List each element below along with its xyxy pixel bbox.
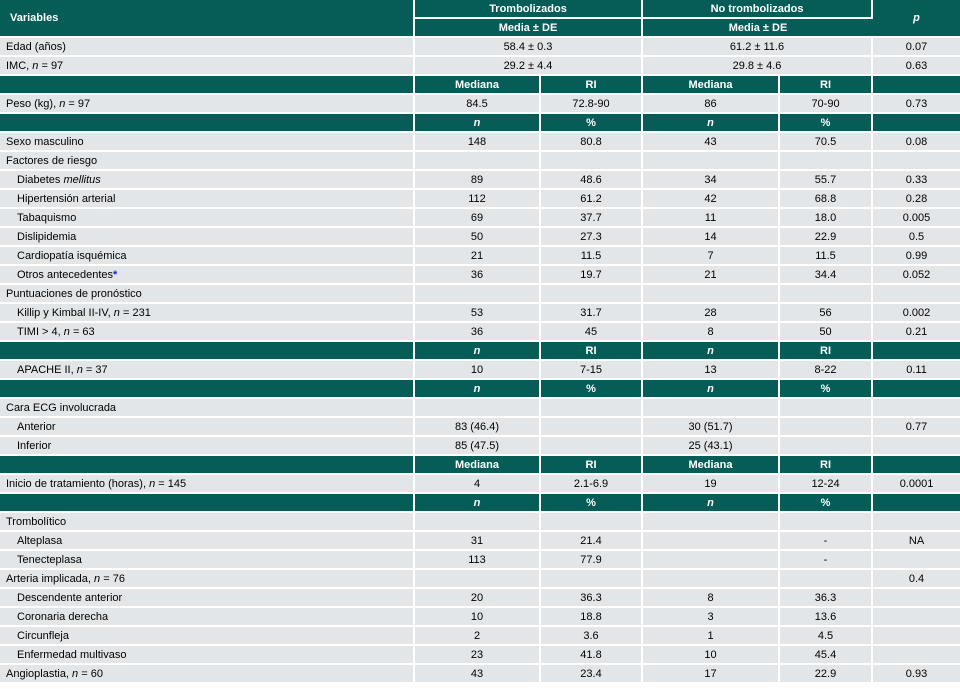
stat-col-4-cell: 56 xyxy=(780,304,873,323)
subheader-stat-col-2: RI xyxy=(541,76,643,95)
mean-value-cell-1: 58.4 ± 0.3 xyxy=(415,38,643,57)
stat-col-1-cell: 20 xyxy=(415,589,541,608)
stat-subheader-row xyxy=(0,114,960,133)
stat-col-4-cell xyxy=(780,285,873,304)
row-label: Killip y Kimbal II-IV, xyxy=(17,306,114,319)
stat-col-2-cell xyxy=(541,418,643,437)
stat-col-1-cell: 4 xyxy=(415,475,541,494)
table-row xyxy=(0,304,960,323)
row-label-suffix: = 97 xyxy=(65,97,91,110)
subheader-stat-col-4: % xyxy=(780,114,873,133)
variable-label-cell xyxy=(0,627,415,646)
stat-col-4-cell: 34.4 xyxy=(780,266,873,285)
stat-col-2-cell: 21.4 xyxy=(541,532,643,551)
stat-col-3-cell: 30 (51.7) xyxy=(643,418,780,437)
subheader-stat-col-4: RI xyxy=(780,456,873,475)
variable-label-cell xyxy=(0,190,415,209)
table-row xyxy=(0,665,960,684)
subheader-p-spacer-cell xyxy=(873,76,960,95)
table-body xyxy=(0,38,960,684)
variable-label-cell xyxy=(0,418,415,437)
p-value-cell xyxy=(873,608,960,627)
variable-label-cell xyxy=(0,209,415,228)
row-label-suffix: = 145 xyxy=(155,477,187,490)
stat-col-1-cell: 112 xyxy=(415,190,541,209)
subheader-spacer-cell xyxy=(0,456,415,475)
variable-label-cell xyxy=(0,399,415,418)
subheader-p-spacer-cell xyxy=(873,456,960,475)
mean-value-cell-1: 29.2 ± 4.4 xyxy=(415,57,643,76)
stat-col-2-cell: 61.2 xyxy=(541,190,643,209)
column-group-trombolizados: Trombolizados xyxy=(415,0,643,19)
column-header-p-value: p xyxy=(873,0,960,38)
row-label: APACHE II, xyxy=(17,363,77,376)
stat-subheader-row xyxy=(0,456,960,475)
subheader-media-de-no-trombolizados: Media ± DE xyxy=(643,19,873,38)
stat-col-2-cell: 77.9 xyxy=(541,551,643,570)
stat-subheader-row xyxy=(0,494,960,513)
stat-col-3-cell xyxy=(643,152,780,171)
stat-col-4-cell: 45.4 xyxy=(780,646,873,665)
table-row xyxy=(0,437,960,456)
p-value-cell: 0.0001 xyxy=(873,475,960,494)
stat-col-3-cell: 13 xyxy=(643,361,780,380)
variable-label-cell xyxy=(0,171,415,190)
stat-col-1-cell: 23 xyxy=(415,646,541,665)
p-value-cell: 0.11 xyxy=(873,361,960,380)
p-value-cell xyxy=(873,589,960,608)
variable-label-cell xyxy=(0,133,415,152)
table-row xyxy=(0,608,960,627)
stat-col-3-cell: 10 xyxy=(643,646,780,665)
stat-col-2-cell: 11.5 xyxy=(541,247,643,266)
stat-col-3-cell: 8 xyxy=(643,589,780,608)
table-row xyxy=(0,266,960,285)
subheader-spacer-cell xyxy=(0,342,415,361)
stat-col-4-cell: 4.5 xyxy=(780,627,873,646)
variable-label-cell xyxy=(0,589,415,608)
p-value-cell xyxy=(873,513,960,532)
stat-col-1-cell: 21 xyxy=(415,247,541,266)
stat-col-1-cell: 53 xyxy=(415,304,541,323)
stat-col-2-cell: 2.1-6.9 xyxy=(541,475,643,494)
subheader-p-spacer-cell xyxy=(873,380,960,399)
stat-col-3-cell: 34 xyxy=(643,171,780,190)
variable-label-cell xyxy=(0,266,415,285)
p-value-cell xyxy=(873,285,960,304)
variable-label-cell xyxy=(0,475,415,494)
p-value-cell: 0.002 xyxy=(873,304,960,323)
p-value-cell: 0.4 xyxy=(873,570,960,589)
table-row xyxy=(0,475,960,494)
row-label: Tenecteplasa xyxy=(17,553,82,566)
stat-col-2-cell: 18.8 xyxy=(541,608,643,627)
stat-col-2-cell xyxy=(541,285,643,304)
table-row xyxy=(0,209,960,228)
stat-col-4-cell: - xyxy=(780,551,873,570)
stat-col-1-cell: 113 xyxy=(415,551,541,570)
stat-col-1-cell xyxy=(415,399,541,418)
stat-col-3-cell xyxy=(643,399,780,418)
stat-col-1-cell: 2 xyxy=(415,627,541,646)
row-label: IMC, xyxy=(6,59,33,72)
stat-col-1-cell xyxy=(415,285,541,304)
stat-col-2-cell xyxy=(541,570,643,589)
stat-col-3-cell: 28 xyxy=(643,304,780,323)
row-label-suffix: = 231 xyxy=(119,306,151,319)
variable-label-cell xyxy=(0,437,415,456)
table-row xyxy=(0,133,960,152)
column-group-no-trombolizados: No trombolizados xyxy=(643,0,873,19)
stat-col-3-cell xyxy=(643,532,780,551)
stat-col-1-cell xyxy=(415,513,541,532)
stat-col-3-cell: 25 (43.1) xyxy=(643,437,780,456)
stat-col-3-cell: 43 xyxy=(643,133,780,152)
p-value-cell: 0.28 xyxy=(873,190,960,209)
row-label: Coronaria derecha xyxy=(17,610,109,623)
stat-col-1-cell: 36 xyxy=(415,323,541,342)
subheader-stat-col-2: % xyxy=(541,380,643,399)
row-label-italic: n xyxy=(72,667,79,680)
stat-col-1-cell: 10 xyxy=(415,608,541,627)
row-label: Trombolítico xyxy=(6,515,67,528)
subheader-stat-col-3: Mediana xyxy=(643,76,780,95)
subheader-stat-col-4: % xyxy=(780,494,873,513)
stat-col-2-cell: 37.7 xyxy=(541,209,643,228)
row-label: Factores de riesgo xyxy=(6,154,98,167)
subheader-p-spacer-cell xyxy=(873,114,960,133)
stat-col-1-cell: 31 xyxy=(415,532,541,551)
table-row xyxy=(0,57,960,76)
variable-label-cell xyxy=(0,57,415,76)
table-row xyxy=(0,570,960,589)
subheader-stat-col-1: n xyxy=(415,494,541,513)
p-value-cell: 0.005 xyxy=(873,209,960,228)
table-row xyxy=(0,152,960,171)
row-label-italic: n xyxy=(76,363,83,376)
p-value-cell xyxy=(873,646,960,665)
stat-col-3-cell: 1 xyxy=(643,627,780,646)
subheader-stat-col-1: n xyxy=(415,342,541,361)
row-label: Circunfleja xyxy=(17,629,69,642)
variable-label-cell xyxy=(0,323,415,342)
p-value-cell: NA xyxy=(873,532,960,551)
subheader-stat-col-1: n xyxy=(415,114,541,133)
variable-label-cell xyxy=(0,228,415,247)
row-label: Peso (kg), xyxy=(6,97,60,110)
stat-col-2-cell xyxy=(541,437,643,456)
stat-subheader-row xyxy=(0,380,960,399)
stat-col-3-cell: 19 xyxy=(643,475,780,494)
p-value-cell xyxy=(873,551,960,570)
stat-col-1-cell: 83 (46.4) xyxy=(415,418,541,437)
stat-col-4-cell: 12-24 xyxy=(780,475,873,494)
variable-label-cell xyxy=(0,570,415,589)
subheader-stat-col-4: RI xyxy=(780,76,873,95)
row-label-suffix: = 76 xyxy=(100,572,125,585)
table-row xyxy=(0,551,960,570)
stat-col-4-cell xyxy=(780,152,873,171)
stat-col-1-cell: 85 (47.5) xyxy=(415,437,541,456)
stat-col-4-cell xyxy=(780,437,873,456)
table-row xyxy=(0,171,960,190)
p-value-cell xyxy=(873,399,960,418)
mean-value-cell-2: 29.8 ± 4.6 xyxy=(643,57,873,76)
row-label: Tabaquismo xyxy=(17,211,77,224)
row-label-suffix: = 63 xyxy=(69,325,95,338)
table-row xyxy=(0,247,960,266)
stat-col-2-cell: 41.8 xyxy=(541,646,643,665)
row-label: TIMI > 4, xyxy=(17,325,64,338)
variable-label-cell xyxy=(0,646,415,665)
table-row xyxy=(0,361,960,380)
variable-label-cell xyxy=(0,285,415,304)
variable-label-cell xyxy=(0,95,415,114)
stat-col-3-cell: 17 xyxy=(643,665,780,684)
stat-col-2-cell xyxy=(541,513,643,532)
stat-col-4-cell xyxy=(780,418,873,437)
stat-col-4-cell xyxy=(780,570,873,589)
table-row xyxy=(0,646,960,665)
row-label: Enfermedad multivaso xyxy=(17,648,127,661)
stat-col-2-cell: 72.8-90 xyxy=(541,95,643,114)
stat-col-1-cell: 50 xyxy=(415,228,541,247)
stat-col-2-cell: 80.8 xyxy=(541,133,643,152)
p-value-cell: 0.93 xyxy=(873,665,960,684)
subheader-media-de-trombolizados: Media ± DE xyxy=(415,19,643,38)
table-header xyxy=(0,0,960,38)
stat-col-4-cell: 68.8 xyxy=(780,190,873,209)
stat-col-4-cell: 11.5 xyxy=(780,247,873,266)
row-label: Descendente anterior xyxy=(17,591,123,604)
row-label-suffix: = 60 xyxy=(78,667,103,680)
p-value-cell: 0.73 xyxy=(873,95,960,114)
p-value-cell xyxy=(873,627,960,646)
p-value-cell: 0.99 xyxy=(873,247,960,266)
stat-col-4-cell: 22.9 xyxy=(780,665,873,684)
stat-col-3-cell xyxy=(643,551,780,570)
stat-col-4-cell xyxy=(780,513,873,532)
row-label: Arteria implicada, xyxy=(6,572,95,585)
variable-label-cell xyxy=(0,551,415,570)
stat-col-2-cell: 23.4 xyxy=(541,665,643,684)
row-label: Cardiopatía isquémica xyxy=(17,249,127,262)
stat-col-4-cell: 50 xyxy=(780,323,873,342)
row-label: Alteplasa xyxy=(17,534,63,547)
stat-col-3-cell: 14 xyxy=(643,228,780,247)
variable-label-cell xyxy=(0,532,415,551)
stat-col-4-cell: 18.0 xyxy=(780,209,873,228)
row-label: Otros antecedentes xyxy=(17,268,114,281)
stat-col-1-cell: 89 xyxy=(415,171,541,190)
row-label-italic: mellitus xyxy=(63,173,101,186)
stat-col-4-cell xyxy=(780,399,873,418)
stat-col-4-cell: 8-22 xyxy=(780,361,873,380)
subheader-stat-col-3: n xyxy=(643,380,780,399)
row-label-italic: n xyxy=(59,97,66,110)
p-value-cell: 0.07 xyxy=(873,38,960,57)
row-label: Puntuaciones de pronóstico xyxy=(6,287,142,300)
table-row xyxy=(0,418,960,437)
variable-label-cell xyxy=(0,304,415,323)
row-label: Sexo masculino xyxy=(6,135,84,148)
variable-label-cell xyxy=(0,152,415,171)
table-row xyxy=(0,38,960,57)
table-row xyxy=(0,228,960,247)
mean-value-cell-2: 61.2 ± 11.6 xyxy=(643,38,873,57)
stat-col-4-cell: 70-90 xyxy=(780,95,873,114)
row-label-italic: n xyxy=(94,572,101,585)
row-label: Angioplastia, xyxy=(6,667,73,680)
p-value-cell xyxy=(873,437,960,456)
subheader-spacer-cell xyxy=(0,494,415,513)
stat-col-2-cell: 3.6 xyxy=(541,627,643,646)
variable-label-cell xyxy=(0,247,415,266)
row-label-italic: n xyxy=(63,325,70,338)
stat-col-4-cell: 36.3 xyxy=(780,589,873,608)
subheader-stat-col-1: Mediana xyxy=(415,76,541,95)
stat-col-2-cell: 36.3 xyxy=(541,589,643,608)
row-label: Cara ECG involucrada xyxy=(6,401,117,414)
p-value-cell: 0.63 xyxy=(873,57,960,76)
stat-col-4-cell: 55.7 xyxy=(780,171,873,190)
subheader-stat-col-3: n xyxy=(643,342,780,361)
stat-col-1-cell: 43 xyxy=(415,665,541,684)
subheader-stat-col-2: RI xyxy=(541,456,643,475)
subheader-stat-col-3: Mediana xyxy=(643,456,780,475)
stat-col-1-cell: 10 xyxy=(415,361,541,380)
stat-subheader-row xyxy=(0,76,960,95)
stat-col-2-cell: 19.7 xyxy=(541,266,643,285)
stat-col-2-cell xyxy=(541,399,643,418)
row-label: Hipertensión arterial xyxy=(17,192,116,205)
stat-col-2-cell: 45 xyxy=(541,323,643,342)
stat-col-3-cell: 8 xyxy=(643,323,780,342)
table-row xyxy=(0,399,960,418)
row-label-italic: n xyxy=(32,59,39,72)
subheader-stat-col-2: % xyxy=(541,114,643,133)
stat-col-2-cell: 27.3 xyxy=(541,228,643,247)
stat-col-3-cell: 11 xyxy=(643,209,780,228)
subheader-p-spacer-cell xyxy=(873,494,960,513)
stat-col-3-cell xyxy=(643,285,780,304)
subheader-spacer-cell xyxy=(0,114,415,133)
table-row xyxy=(0,532,960,551)
subheader-stat-col-1: Mediana xyxy=(415,456,541,475)
stat-col-2-cell: 7-15 xyxy=(541,361,643,380)
p-value-cell: 0.77 xyxy=(873,418,960,437)
subheader-spacer-cell xyxy=(0,380,415,399)
stat-col-3-cell: 21 xyxy=(643,266,780,285)
table-row xyxy=(0,627,960,646)
column-header-variables: Variables xyxy=(0,0,415,38)
p-value-cell: 0.21 xyxy=(873,323,960,342)
stat-col-1-cell: 36 xyxy=(415,266,541,285)
stat-col-4-cell: - xyxy=(780,532,873,551)
variable-label-cell xyxy=(0,38,415,57)
subheader-spacer-cell xyxy=(0,76,415,95)
variable-label-cell xyxy=(0,361,415,380)
table-row xyxy=(0,285,960,304)
row-label-suffix: = 97 xyxy=(38,59,64,72)
subheader-stat-col-3: n xyxy=(643,494,780,513)
subheader-stat-col-2: % xyxy=(541,494,643,513)
table-row xyxy=(0,190,960,209)
p-value-cell: 0.08 xyxy=(873,133,960,152)
p-value-cell xyxy=(873,152,960,171)
row-label: Dislipidemia xyxy=(17,230,77,243)
stat-col-1-cell: 148 xyxy=(415,133,541,152)
row-label: Anterior xyxy=(17,420,56,433)
stat-col-3-cell xyxy=(643,570,780,589)
table-header-row-groups xyxy=(0,0,960,19)
row-label-suffix: = 37 xyxy=(82,363,108,376)
subheader-stat-col-3: n xyxy=(643,114,780,133)
stat-subheader-row xyxy=(0,342,960,361)
row-label: Inicio de tratamiento (horas), xyxy=(6,477,150,490)
subheader-stat-col-2: RI xyxy=(541,342,643,361)
stat-col-4-cell: 22.9 xyxy=(780,228,873,247)
row-label-italic: n xyxy=(113,306,120,319)
row-label: Diabetes xyxy=(17,173,64,186)
table-row xyxy=(0,589,960,608)
subheader-stat-col-4: RI xyxy=(780,342,873,361)
stat-col-3-cell: 86 xyxy=(643,95,780,114)
stat-col-1-cell xyxy=(415,152,541,171)
stat-col-2-cell xyxy=(541,152,643,171)
subheader-stat-col-1: n xyxy=(415,380,541,399)
p-value-cell: 0.052 xyxy=(873,266,960,285)
row-label: Inferior xyxy=(17,439,52,452)
stat-col-3-cell: 42 xyxy=(643,190,780,209)
stat-col-2-cell: 31.7 xyxy=(541,304,643,323)
stat-col-3-cell: 7 xyxy=(643,247,780,266)
p-value-cell: 0.33 xyxy=(873,171,960,190)
row-label-italic: n xyxy=(149,477,156,490)
footnote-asterisk-link[interactable]: * xyxy=(113,268,118,281)
subheader-p-spacer-cell xyxy=(873,342,960,361)
stat-col-3-cell xyxy=(643,513,780,532)
stat-col-1-cell xyxy=(415,570,541,589)
table-row xyxy=(0,513,960,532)
stat-col-1-cell: 84.5 xyxy=(415,95,541,114)
variable-label-cell xyxy=(0,665,415,684)
stat-col-4-cell: 70.5 xyxy=(780,133,873,152)
stat-col-2-cell: 48.6 xyxy=(541,171,643,190)
variable-label-cell xyxy=(0,608,415,627)
p-value-cell: 0.5 xyxy=(873,228,960,247)
subheader-stat-col-4: % xyxy=(780,380,873,399)
row-label: Edad (años) xyxy=(6,40,66,53)
stat-col-3-cell: 3 xyxy=(643,608,780,627)
stat-col-1-cell: 69 xyxy=(415,209,541,228)
variable-label-cell xyxy=(0,513,415,532)
stat-col-4-cell: 13.6 xyxy=(780,608,873,627)
table-row xyxy=(0,323,960,342)
table-row xyxy=(0,95,960,114)
